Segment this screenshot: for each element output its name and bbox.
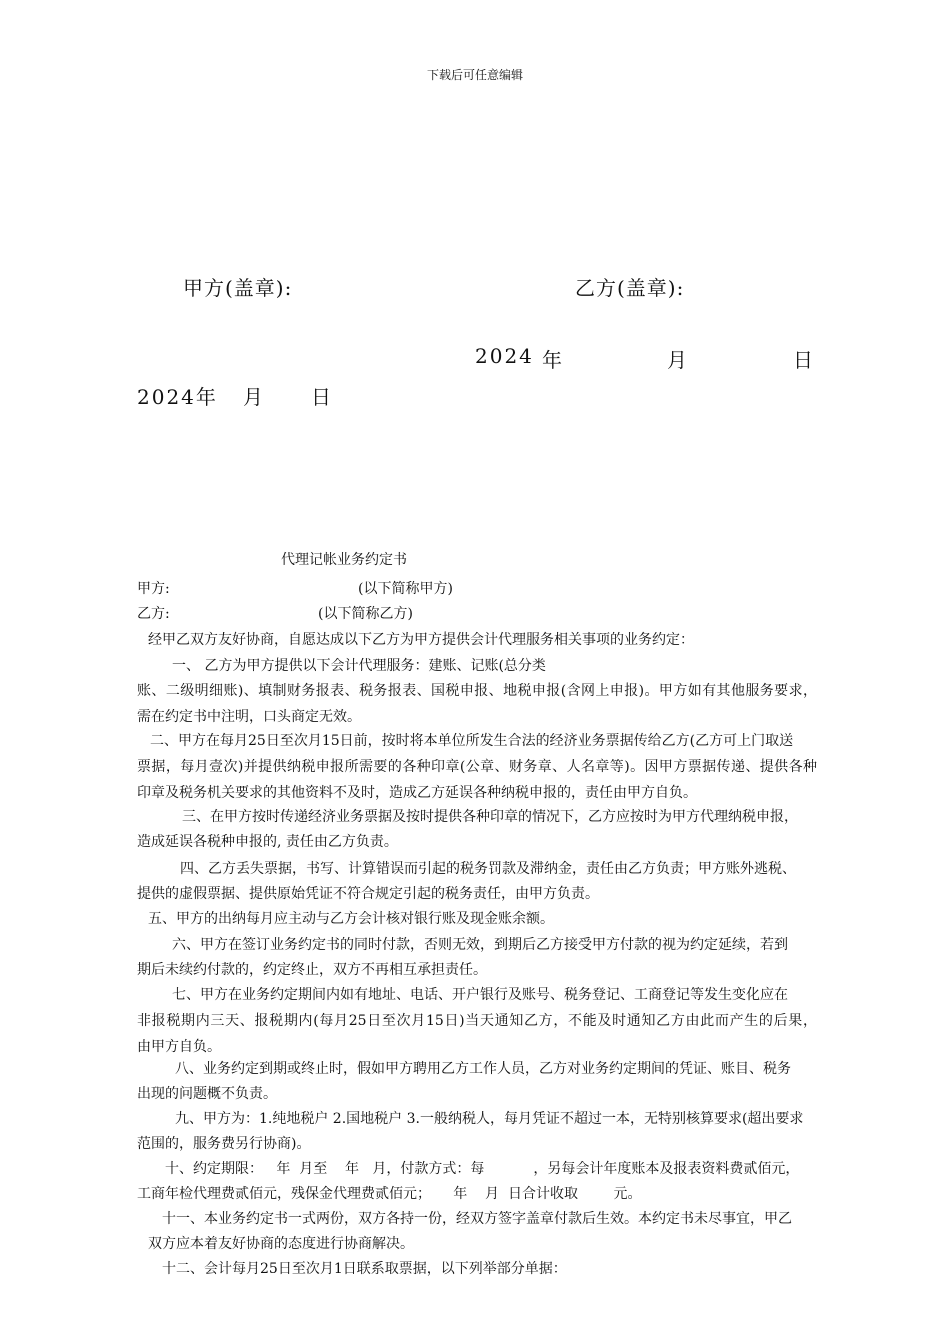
party-a-label: 甲方: <box>137 581 170 597</box>
party-b-date-month: 月 <box>667 348 689 372</box>
party-a-line <box>137 576 170 602</box>
intro-paragraph: 经甲乙双方友好协商，自愿达成以下乙方为甲方提供会计代理服务相关事项的业务约定： <box>148 632 694 648</box>
clause-2-cont <box>137 754 817 806</box>
clause-10-line-2: 工商年检代理费贰佰元，残保金代理费贰佰元； 年 月 日合计收取 元。 <box>137 1186 642 1202</box>
party-b-seal-label: 乙方(盖章): <box>575 276 685 300</box>
party-a-date-month: 月 <box>243 385 265 409</box>
party-a-seal-label: 甲方(盖章): <box>183 276 293 300</box>
clause-3-line-2: 造成延误各税种申报的, 责任由乙方负责。 <box>137 834 398 850</box>
party-a-note: (以下简称甲方) <box>358 581 453 597</box>
clause-11-line-1: 十一、本业务约定书一式两份，双方各持一份，经双方签字盖章付款后生效。本约定书未尽事宜，甲乙 <box>162 1211 792 1227</box>
clause-1-line-3: 需在约定书中注明，口头商定无效。 <box>137 709 361 725</box>
clause-1-cont <box>137 678 817 730</box>
clause-10-line-1: 十、约定期限： 年 月至 年 月，付款方式：每 ，另每会计年度账本及报表资料费贰佰元， <box>165 1161 800 1177</box>
clause-1-line-1: 一、 乙方为甲方提供以下会计代理服务：建账、记账(总分类 <box>172 658 546 674</box>
clause-7-line-1: 七、甲方在业务约定期间内如有地址、电话、开户银行及账号、税务登记、工商登记等发生变化应在 <box>172 987 788 1003</box>
clause-9-line-2: 范围的，服务费另行协商)。 <box>137 1136 311 1152</box>
clause-2-line-1: 二、甲方在每月25日至次月15日前，按时将本单位所发生合法的经济业务票据传给乙方(乙方可上门取送 <box>150 733 794 749</box>
document-title: 代理记帐业务约定书 <box>281 552 407 568</box>
party-b-date-year: 2024 <box>475 344 534 368</box>
clause-12-line-1: 十二、会计每月25日至次月1日联系取票据，以下列举部分单据： <box>162 1261 567 1277</box>
clause-9-line-1: 九、甲方为：1.纯地税户 2.国地税户 3.一般纳税人，每月凭证不超过一本，无特别核算要求(超出要求 <box>175 1111 804 1127</box>
clause-5-line-1: 五、甲方的出纳每月应主动与乙方会计核对银行账及现金账余额。 <box>148 911 554 927</box>
clause-8-line-2: 出现的问题概不负责。 <box>137 1086 277 1102</box>
clause-8-line-1: 八、业务约定到期或终止时，假如甲方聘用乙方工作人员，乙方对业务约定期间的凭证、账目、税务 <box>175 1061 791 1077</box>
clause-7-line-2: 非报税期内三天、报税期内(每月25日至次月15日)当天通知乙方，不能及时通知乙方由此而产生的后果， <box>137 1013 817 1029</box>
clause-6-line-2: 期后未续约付款的，约定终止，双方不再相互承担责任。 <box>137 962 487 978</box>
clause-6-line-1: 六、甲方在签订业务约定书的同时付款，否则无效，到期后乙方接受甲方付款的视为约定延续，若到 <box>172 937 788 953</box>
clause-7-cont <box>137 1008 817 1060</box>
party-b-date-year-unit: 年 <box>542 348 564 372</box>
clause-2-line-3: 印章及税务机关要求的其他资料不及时，造成乙方延误各种纳税申报的，责任由甲方自负。 <box>137 785 697 801</box>
party-b-date-day: 日 <box>793 348 815 372</box>
party-b-label: 乙方: <box>137 606 170 622</box>
party-a-date-day: 日 <box>311 385 333 409</box>
clause-4-line-2: 提供的虚假票据、提供原始凭证不符合规定引起的税务责任，由甲方负责。 <box>137 886 599 902</box>
clause-11-line-2: 双方应本着友好协商的态度进行协商解决。 <box>148 1236 414 1252</box>
party-b-note: (以下简称乙方) <box>318 606 413 622</box>
clause-3-line-1: 三、在甲方按时传递经济业务票据及按时提供各种印章的情况下，乙方应按时为甲方代理纳税申报， <box>182 809 798 825</box>
clause-2-line-2: 票据，每月壹次)并提供纳税申报所需要的各种印章(公章、财务章、人名章等)。因甲方票据传递、提供各种 <box>137 759 817 775</box>
clause-4-line-1: 四、乙方丢失票据，书写、计算错误而引起的税务罚款及滞纳金，责任由乙方负责；甲方账外逃税、 <box>180 861 796 877</box>
clause-1-line-2: 账、二级明细账)、填制财务报表、税务报表、国税申报、地税申报(含网上申报)。甲方如有其他服务要求， <box>137 683 817 699</box>
page-header: 下载后可任意编辑 <box>426 68 523 82</box>
party-b-line <box>137 601 170 627</box>
party-a-date-year: 2024年 <box>137 385 218 409</box>
clause-7-line-3: 由甲方自负。 <box>137 1039 221 1055</box>
